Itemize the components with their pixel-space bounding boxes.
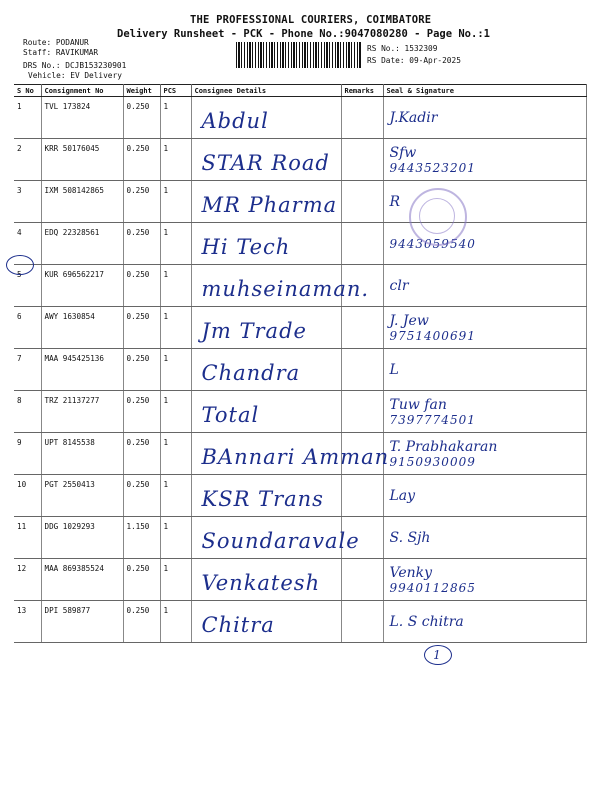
table-row <box>14 391 586 433</box>
table-header-row <box>14 85 586 97</box>
table-row <box>14 349 586 391</box>
pcs-cell: 1 <box>160 349 191 391</box>
page-note: 1 <box>433 648 441 662</box>
weight-cell: 0.250 <box>123 265 160 307</box>
remarks-cell <box>341 307 383 349</box>
pcs-cell: 1 <box>160 559 191 601</box>
seal-stamp <box>409 188 467 246</box>
col-sno-header: S No <box>14 85 41 97</box>
consignment-no-cell: IXM 508142865 <box>41 181 123 223</box>
consignee-cell: KSR Trans <box>191 475 341 517</box>
pcs-cell: 1 <box>160 139 191 181</box>
col-weight-header: Weight <box>123 85 160 97</box>
consignment-no-cell: KUR 696562217 <box>41 265 123 307</box>
consignment-no-cell: TRZ 21137277 <box>41 391 123 433</box>
signature-phone: 9443523201 <box>389 160 476 175</box>
sno-cell: 7 <box>14 349 41 391</box>
signature-text: Venky <box>389 564 433 581</box>
table-row <box>14 601 586 643</box>
signature-cell <box>383 559 586 601</box>
consignee-cell: MR Pharma <box>191 181 341 223</box>
col-consignment-header: Consignment No <box>41 85 123 97</box>
pcs-cell: 1 <box>160 601 191 643</box>
signature-phone: 9443059540 <box>389 236 476 251</box>
pcs-cell: 1 <box>160 307 191 349</box>
table-row <box>14 559 586 601</box>
consignment-no-cell: DDG 1029293 <box>41 517 123 559</box>
weight-cell: 0.250 <box>123 433 160 475</box>
col-remarks-header: Remarks <box>341 85 383 97</box>
remarks-cell <box>341 349 383 391</box>
weight-cell: 0.250 <box>123 307 160 349</box>
consignee-cell: Total <box>191 391 341 433</box>
consignee-cell: Chitra <box>191 601 341 643</box>
weight-cell: 1.150 <box>123 517 160 559</box>
table-row <box>14 517 586 559</box>
sno-cell: 12 <box>14 559 41 601</box>
consignee-cell: BAnnari Amman <box>191 433 341 475</box>
table-row <box>14 139 586 181</box>
sno-cell: 4 <box>14 223 41 265</box>
consignment-no-cell: PGT 2550413 <box>41 475 123 517</box>
drs-number: DRS No.: DCJB153230901 <box>23 61 127 70</box>
remarks-cell <box>341 391 383 433</box>
weight-cell: 0.250 <box>123 349 160 391</box>
col-signature-header: Seal & Signature <box>383 85 586 97</box>
rs-number: RS No.: 1532309 <box>367 44 438 53</box>
consignee-cell: Jm Trade <box>191 307 341 349</box>
remarks-cell <box>341 181 383 223</box>
sno-cell: 11 <box>14 517 41 559</box>
signature-cell <box>383 139 586 181</box>
signature-cell <box>383 391 586 433</box>
consignee-cell: muhseinaman. <box>191 265 341 307</box>
table-row <box>14 223 586 265</box>
col-consignee-header: Consignee Details <box>191 85 341 97</box>
sno-cell: 6 <box>14 307 41 349</box>
table-row <box>14 307 586 349</box>
staff-label: Staff: RAVIKUMAR <box>23 48 99 57</box>
col-pcs-header: PCS <box>160 85 191 97</box>
remarks-cell <box>341 475 383 517</box>
consignment-no-cell: EDQ 22328561 <box>41 223 123 265</box>
pcs-cell: 1 <box>160 97 191 139</box>
pcs-cell: 1 <box>160 181 191 223</box>
consignment-no-cell: DPI 589877 <box>41 601 123 643</box>
weight-cell: 0.250 <box>123 475 160 517</box>
signature-text: Lay <box>389 487 416 504</box>
vehicle-label: Vehicle: EV Delivery <box>28 71 122 80</box>
remarks-cell <box>341 223 383 265</box>
weight-cell: 0.250 <box>123 559 160 601</box>
table-row <box>14 265 586 307</box>
sno-cell: 8 <box>14 391 41 433</box>
rs-date: RS Date: 09-Apr-2025 <box>367 56 461 65</box>
remarks-cell <box>341 559 383 601</box>
consignment-no-cell: AWY 1630854 <box>41 307 123 349</box>
sno-cell: 9 <box>14 433 41 475</box>
remarks-cell <box>341 97 383 139</box>
weight-cell: 0.250 <box>123 97 160 139</box>
company-title: THE PROFESSIONAL COURIERS, COIMBATORE <box>190 14 432 26</box>
table-row <box>14 433 586 475</box>
runsheet-subtitle: Delivery Runsheet - PCK - Phone No.:9047080280 - Page No.:1 <box>117 28 490 40</box>
weight-cell: 0.250 <box>123 391 160 433</box>
consignment-no-cell: KRR 50176045 <box>41 139 123 181</box>
signature-phone: 7397774501 <box>389 412 476 427</box>
signature-text: T. Prabhakaran <box>389 438 498 455</box>
pcs-cell: 1 <box>160 517 191 559</box>
signature-cell <box>383 349 586 391</box>
pcs-cell: 1 <box>160 391 191 433</box>
signature-cell <box>383 307 586 349</box>
table-body <box>14 97 586 643</box>
signature-text: S. Sjh <box>389 529 431 546</box>
signature-text: L. S chitra <box>389 613 464 630</box>
sno-cell: 3 <box>14 181 41 223</box>
table-row <box>14 181 586 223</box>
sno-cell: 5 <box>14 265 41 307</box>
route-label: Route: PODANUR <box>23 38 89 47</box>
signature-cell <box>383 601 586 643</box>
table-row <box>14 97 586 139</box>
remarks-cell <box>341 139 383 181</box>
signature-cell <box>383 433 586 475</box>
consignee-cell: Chandra <box>191 349 341 391</box>
signature-text: R <box>389 193 401 210</box>
pcs-cell: 1 <box>160 475 191 517</box>
signature-cell <box>383 265 586 307</box>
table-row <box>14 475 586 517</box>
signature-text: J.Kadir <box>389 109 438 126</box>
signature-phone: 9150930009 <box>389 454 476 469</box>
sno-cell: 1 <box>14 97 41 139</box>
pcs-cell: 1 <box>160 433 191 475</box>
signature-text: clr <box>389 277 409 294</box>
signature-cell <box>383 517 586 559</box>
signature-cell <box>383 475 586 517</box>
signature-cell <box>383 97 586 139</box>
consignment-no-cell: TVL 173824 <box>41 97 123 139</box>
consignment-no-cell: MAA 869385524 <box>41 559 123 601</box>
signature-text: L <box>389 361 399 378</box>
consignee-cell: Hi Tech <box>191 223 341 265</box>
pcs-cell: 1 <box>160 223 191 265</box>
signature-text: Sfw <box>389 144 417 161</box>
weight-cell: 0.250 <box>123 139 160 181</box>
signature-text: J. Jew <box>389 312 429 329</box>
weight-cell: 0.250 <box>123 223 160 265</box>
sno-cell: 2 <box>14 139 41 181</box>
signature-phone: 9751400691 <box>389 328 476 343</box>
consignee-cell: STAR Road <box>191 139 341 181</box>
pcs-cell: 1 <box>160 265 191 307</box>
signature-phone: 9940112865 <box>389 580 476 595</box>
consignee-cell: Soundaravale <box>191 517 341 559</box>
runsheet-table <box>14 84 587 643</box>
remarks-cell <box>341 601 383 643</box>
circled-page-number <box>424 648 450 662</box>
weight-cell: 0.250 <box>123 601 160 643</box>
signature-text: Tuw fan <box>389 396 447 413</box>
circled-row-mark <box>6 255 34 275</box>
barcode <box>236 42 362 68</box>
weight-cell: 0.250 <box>123 181 160 223</box>
consignee-cell: Abdul <box>191 97 341 139</box>
consignee-cell: Venkatesh <box>191 559 341 601</box>
consignment-no-cell: UPT 8145538 <box>41 433 123 475</box>
consignment-no-cell: MAA 945425136 <box>41 349 123 391</box>
circle-mark <box>424 645 452 665</box>
sno-cell: 13 <box>14 601 41 643</box>
sno-cell: 10 <box>14 475 41 517</box>
